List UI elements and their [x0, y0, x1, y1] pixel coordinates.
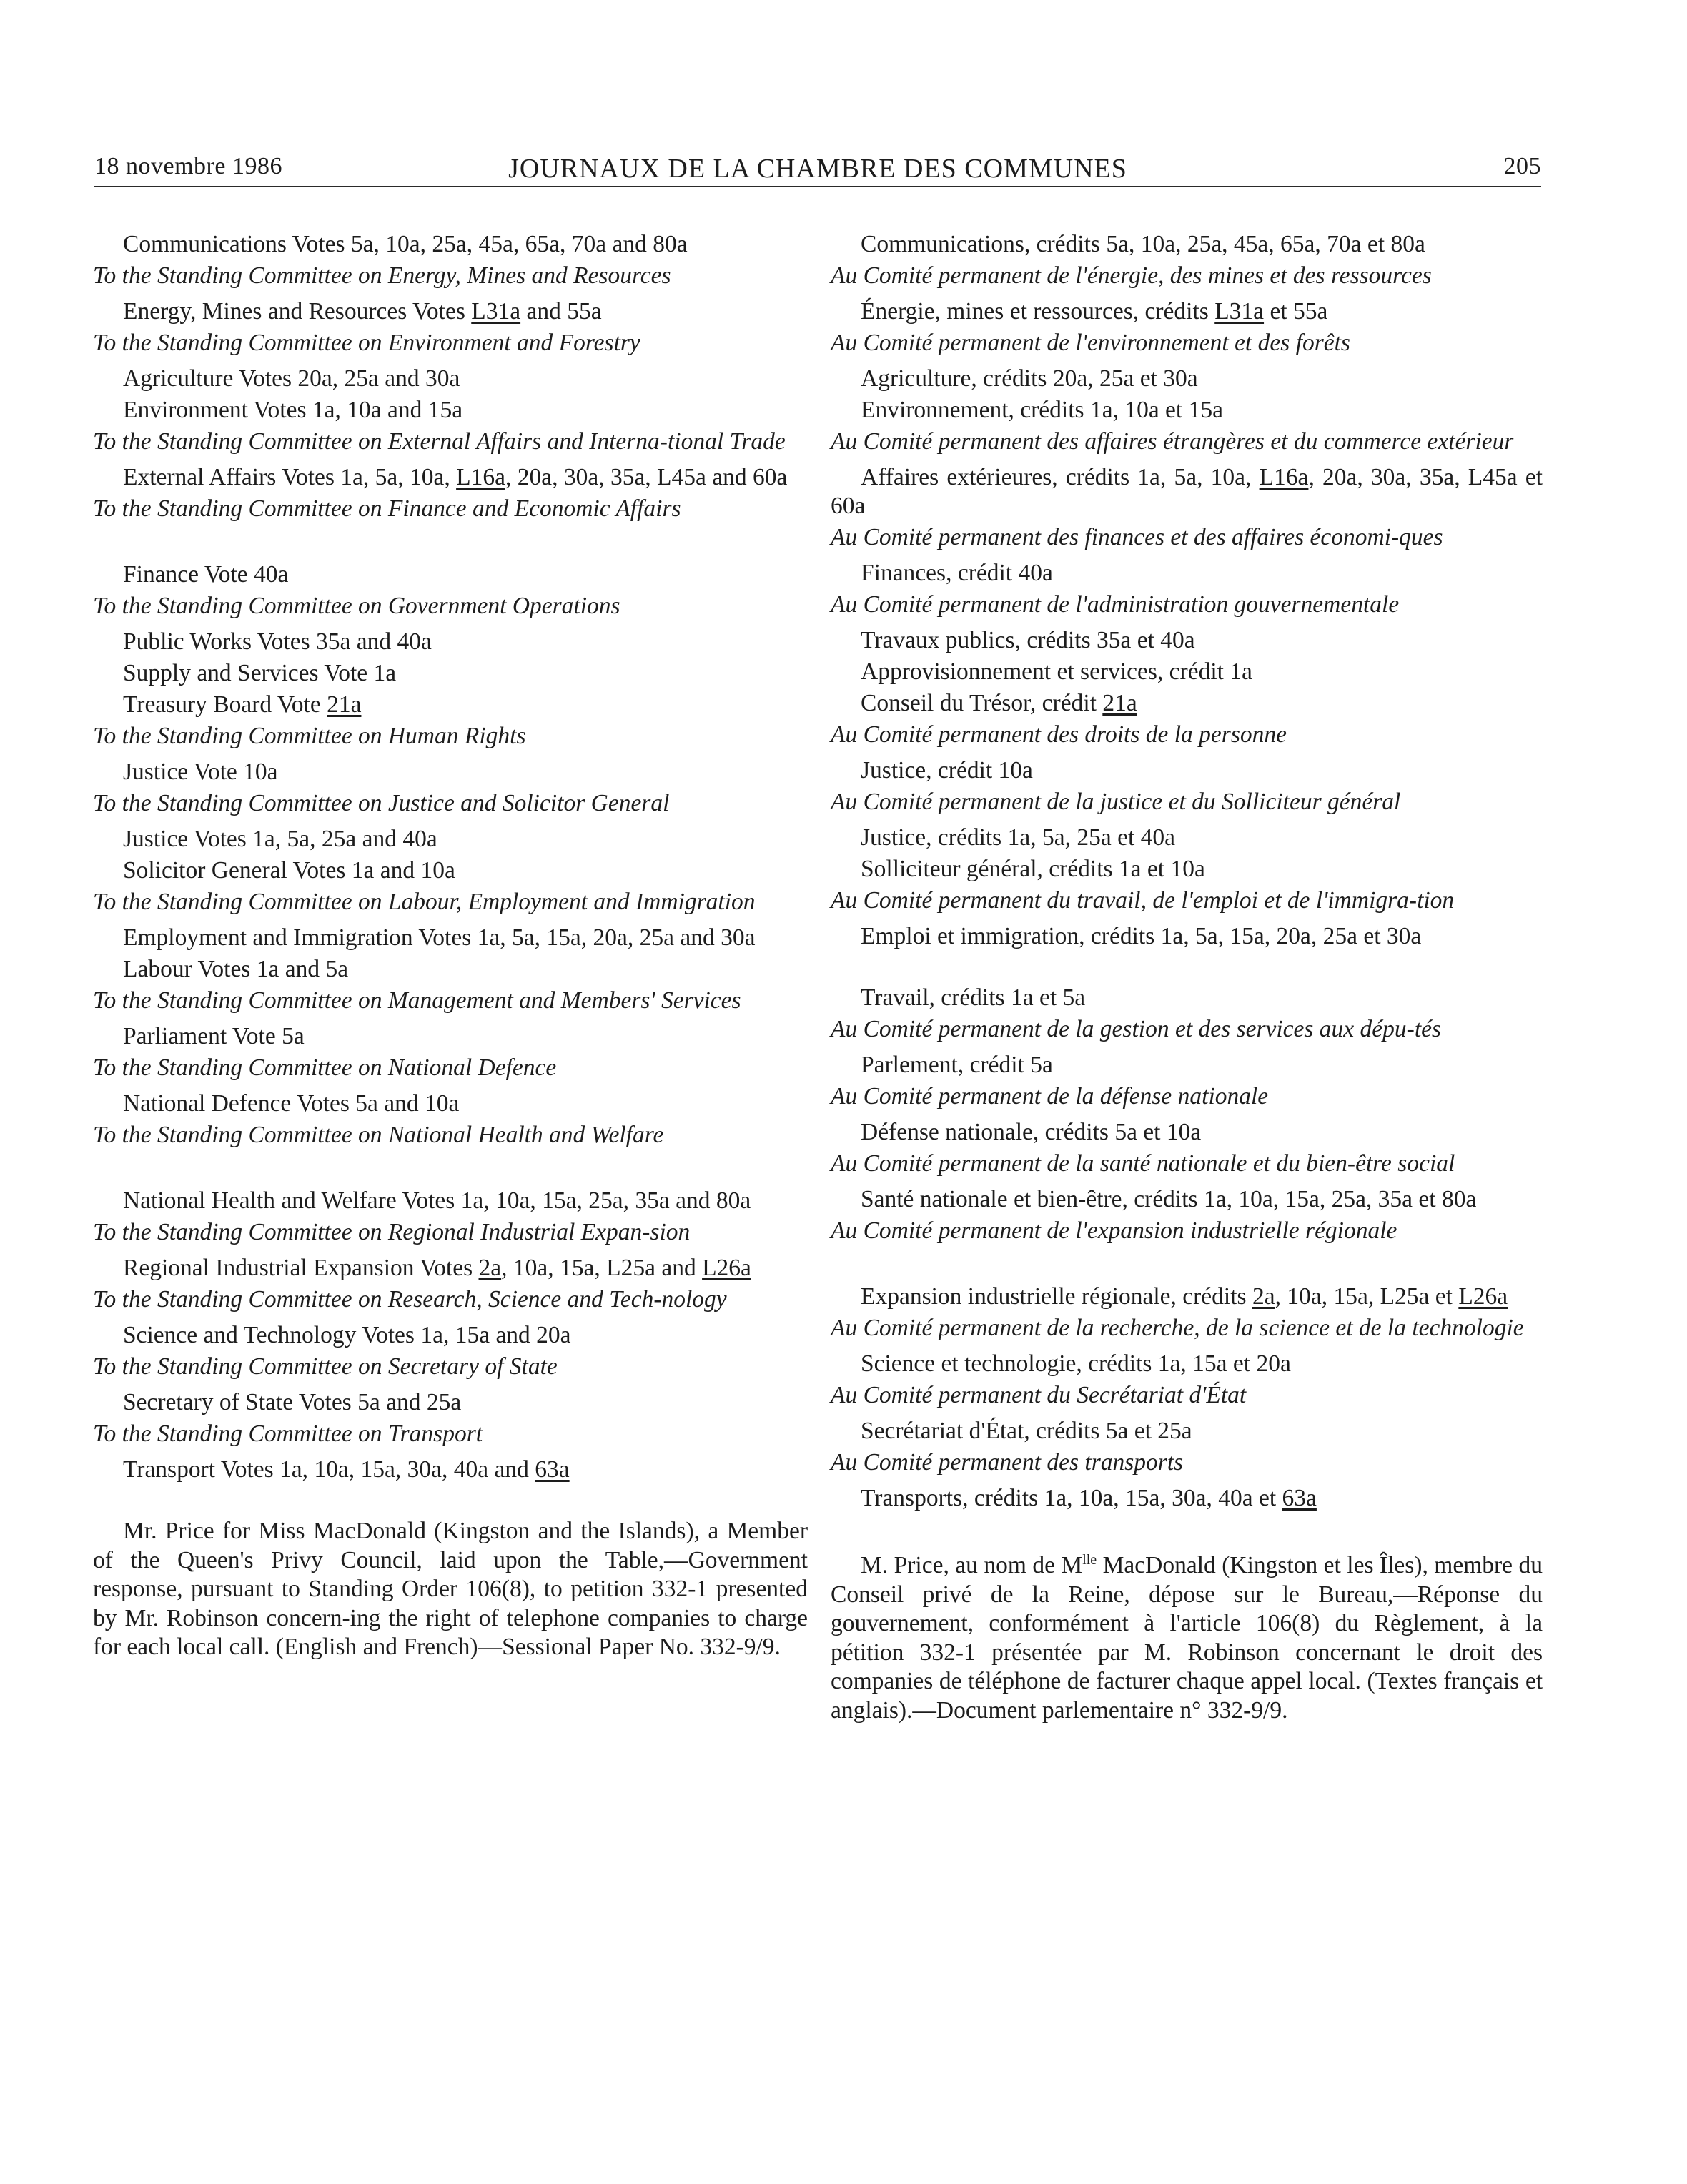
votes-line: Science et technologie, crédits 1a, 15a et 20a	[861, 1350, 1291, 1377]
committee-line: Au Comité permanent de la gestion et des services aux dépu-tés	[831, 1016, 1442, 1042]
votes-line: Finance Vote 40a	[123, 561, 289, 588]
votes-line: Employment and Immigration Votes 1a, 5a, 15a, 20a, 25a and 30a	[123, 924, 756, 951]
committee-line: Au Comité permanent de l'énergie, des mines et des ressources	[831, 262, 1432, 289]
header-page-number: 205	[1503, 153, 1541, 179]
votes-line: Supply and Services Vote 1a	[123, 660, 397, 686]
votes-line: Labour Votes 1a and 5a	[123, 956, 349, 982]
paragraph-english: Mr. Price for Miss MacDonald (Kingston and the Islands), a Member of the Queen's Privy Council, laid upon the Table,—Government response, pursuant to Standing Order 106(8), to petition 332-1 presented by Mr. Robinson concern-ing the right of telephone companies to charge for each local call. (English and French)—Sessional Paper No. 332-9/9.	[93, 1518, 808, 1660]
votes-line: Expansion industrielle régionale, crédits 2a, 10a, 15a, L25a et L26a	[861, 1283, 1508, 1310]
spacer	[831, 1516, 1543, 1546]
votes-line: External Affairs Votes 1a, 5a, 10a, L16a, 20a, 30a, 35a, L45a and 60a	[123, 464, 788, 490]
votes-line: Justice, crédit 10a	[861, 757, 1033, 784]
committee-line: To the Standing Committee on Finance and Economic Affairs	[93, 495, 681, 522]
committee-line: To the Standing Committee on National Defence	[93, 1054, 557, 1081]
votes-line: Treasury Board Vote 21a	[123, 691, 362, 718]
committee-line: Au Comité permanent des affaires étrangères et du commerce extérieur	[831, 428, 1514, 455]
header-title: JOURNAUX DE LA CHAMBRE DES COMMUNES	[508, 154, 1127, 184]
spacer	[93, 530, 808, 560]
votes-line: Transports, crédits 1a, 10a, 15a, 30a, 40a et 63a	[861, 1485, 1317, 1511]
committee-line: Au Comité permanent de l'administration gouvernementale	[831, 591, 1400, 618]
votes-line: Secrétariat d'État, crédits 5a et 25a	[861, 1418, 1192, 1444]
committee-line: Au Comité permanent des finances et des affaires économi-ques	[831, 524, 1443, 550]
votes-line: Agriculture Votes 20a, 25a and 30a	[123, 365, 460, 392]
votes-line: Affaires extérieures, crédits 1a, 5a, 10a, L16a, 20a, 30a, 35a, L45a et 60a	[831, 464, 1543, 519]
votes-line: Justice, crédits 1a, 5a, 25a et 40a	[861, 824, 1175, 851]
committee-line: To the Standing Committee on Energy, Mines and Resources	[93, 262, 671, 289]
votes-line: Parliament Vote 5a	[123, 1023, 305, 1049]
votes-line: Solliciteur général, crédits 1a et 10a	[861, 856, 1205, 882]
votes-line: Défense nationale, crédits 5a et 10a	[861, 1119, 1202, 1145]
votes-line: Justice Vote 10a	[123, 759, 278, 785]
committee-line: To the Standing Committee on Transport	[93, 1420, 483, 1447]
english-column	[93, 230, 808, 1662]
votes-line: Communications Votes 5a, 10a, 25a, 45a, 65a, 70a and 80a	[123, 231, 688, 257]
paragraph-french: M. Price, au nom de $M^{lle}$ MacDonald (Kingston et les Îles), membre du Conseil privé de la Reine, dépose sur le Bureau,—Réponse du gouvernement, conformément à l'article 106(8) du Règlement, à la pétition 332-1 présentée par M. Robinson concernant le droit des companies de téléphone de facturer chaque appel local. (Textes français et anglais).—Document parlementaire n° 332-9/9.	[831, 1552, 1543, 1724]
votes-line: Parlement, crédit 5a	[861, 1052, 1053, 1078]
votes-line: Secretary of State Votes 5a and 25a	[123, 1389, 462, 1415]
committee-line: To the Standing Committee on Secretary of State	[93, 1353, 558, 1380]
committee-line: Au Comité permanent de la santé nationale et du bien-être social	[831, 1150, 1455, 1177]
committee-line: To the Standing Committee on Human Rights	[93, 723, 526, 749]
committee-line: Au Comité permanent des transports	[831, 1449, 1184, 1476]
committee-line: Au Comité permanent de l'environnement et des forêts	[831, 330, 1350, 356]
committee-line: To the Standing Committee on Labour, Employment and Immigration	[93, 889, 756, 915]
committee-line: To the Standing Committee on National Health and Welfare	[93, 1122, 664, 1148]
committee-line: Au Comité permanent des droits de la personne	[831, 721, 1287, 748]
committee-line: To the Standing Committee on Management and Members' Services	[93, 987, 741, 1014]
spacer	[93, 1157, 808, 1187]
votes-line: Solicitor General Votes 1a and 10a	[123, 857, 455, 884]
votes-line: Communications, crédits 5a, 10a, 25a, 45a, 65a, 70a et 80a	[861, 231, 1425, 257]
votes-line: Travaux publics, crédits 35a et 40a	[861, 627, 1195, 653]
committee-line: Au Comité permanent du Secrétariat d'État	[831, 1382, 1247, 1408]
votes-line: Energy, Mines and Resources Votes L31a and 55a	[123, 298, 602, 325]
votes-line: Regional Industrial Expansion Votes 2a, 10a, 15a, L25a and L26a	[123, 1255, 751, 1281]
committee-line: Au Comité permanent de la justice et du Solliciteur général	[831, 789, 1401, 815]
votes-line: Travail, crédits 1a et 5a	[861, 984, 1086, 1011]
committee-line: Au Comité permanent de la défense nationale	[831, 1083, 1269, 1110]
votes-line: Justice Votes 1a, 5a, 25a and 40a	[123, 826, 437, 852]
page-header	[94, 143, 1541, 187]
votes-line: National Health and Welfare Votes 1a, 10a, 15a, 25a, 35a and 80a	[123, 1187, 751, 1214]
committee-line: Au Comité permanent de l'expansion industrielle régionale	[831, 1217, 1397, 1244]
header-date: 18 novembre 1986	[94, 153, 282, 179]
votes-line: Santé nationale et bien-être, crédits 1a, 10a, 15a, 25a, 35a et 80a	[861, 1186, 1477, 1212]
committee-line: To the Standing Committee on Regional Industrial Expan-sion	[93, 1219, 691, 1245]
spacer	[831, 1252, 1543, 1283]
votes-line: Environment Votes 1a, 10a and 15a	[123, 397, 463, 423]
votes-line: Public Works Votes 35a and 40a	[123, 628, 432, 655]
committee-line: To the Standing Committee on Research, Science and Tech-nology	[93, 1286, 727, 1313]
votes-line: Emploi et immigration, crédits 1a, 5a, 15a, 20a, 25a et 30a	[861, 923, 1422, 949]
votes-line: National Defence Votes 5a and 10a	[123, 1090, 460, 1117]
votes-line: Environnement, crédits 1a, 10a et 15a	[861, 397, 1223, 423]
committee-line: Au Comité permanent du travail, de l'emploi et de l'immigra-tion	[831, 887, 1455, 914]
votes-line: Transport Votes 1a, 10a, 15a, 30a, 40a and 63a	[123, 1456, 570, 1483]
committee-line: Au Comité permanent de la recherche, de la science et de la technologie	[831, 1315, 1524, 1341]
spacer	[831, 954, 1543, 984]
votes-line: Agriculture, crédits 20a, 25a et 30a	[861, 365, 1198, 392]
votes-line: Finances, crédit 40a	[861, 560, 1053, 586]
committee-line: To the Standing Committee on Justice and Solicitor General	[93, 790, 670, 816]
committee-line: To the Standing Committee on External Affairs and Interna-tional Trade	[93, 428, 786, 455]
votes-line: Approvisionnement et services, crédit 1a	[861, 658, 1252, 685]
committee-line: To the Standing Committee on Government Operations	[93, 593, 620, 619]
french-column	[831, 230, 1543, 1725]
votes-line: Conseil du Trésor, crédit 21a	[861, 690, 1137, 716]
votes-line: Science and Technology Votes 1a, 15a and 20a	[123, 1322, 571, 1348]
spacer	[93, 1487, 808, 1517]
votes-line: Énergie, mines et ressources, crédits L31a et 55a	[861, 298, 1328, 325]
committee-line: To the Standing Committee on Environment and Forestry	[93, 330, 640, 356]
